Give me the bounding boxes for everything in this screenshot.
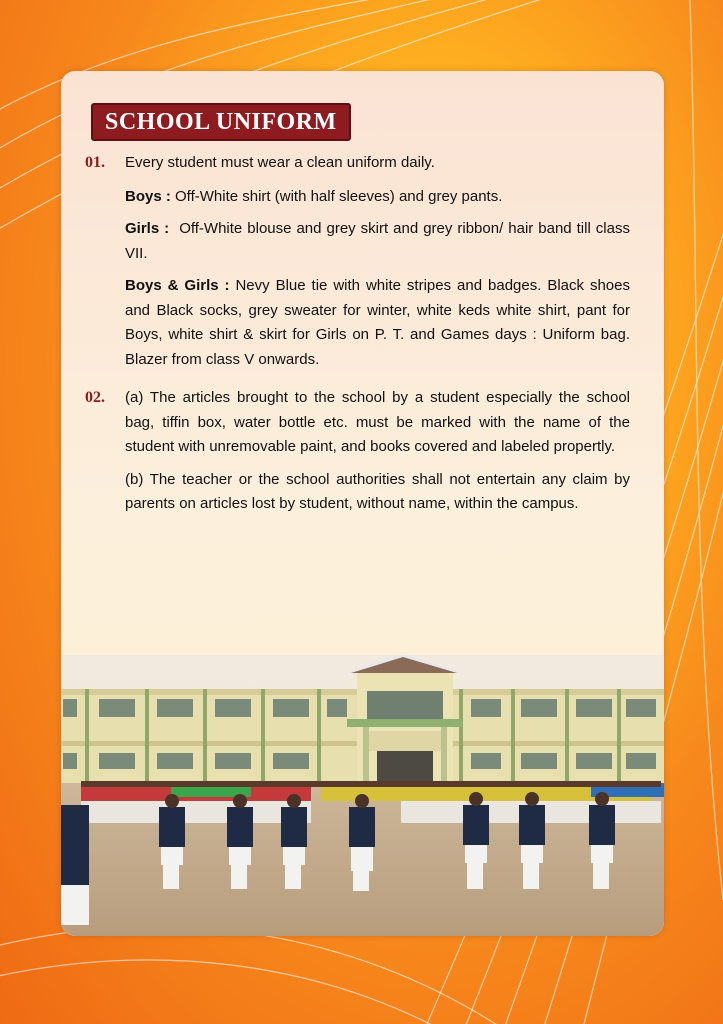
rule-item-01: [85, 151, 635, 380]
school-assembly-photo: [61, 655, 664, 936]
rule-part-a: (a) The articles brought to the school by a student especially the school bag, tiffin box, water bottle etc. must be marked with the name of the student with unremovable paint, and books covered and labeled propertly.: [125, 389, 630, 455]
girls-uniform: [125, 217, 635, 266]
boys-text: Off-White shirt (with half sleeves) and grey pants.: [170, 187, 503, 205]
boys-uniform: [125, 185, 630, 210]
girls-label: Girls :: [125, 220, 170, 237]
page-title: SCHOOL UNIFORM: [105, 108, 337, 135]
boys-girls-label: Boys & Girls :: [125, 277, 230, 294]
boys-girls-uniform: [125, 274, 630, 372]
content-panel: [61, 71, 664, 936]
boys-label: Boys :: [125, 187, 171, 205]
rule-intro: Every student must wear a clean uniform daily.: [125, 154, 435, 171]
boys-girls-text: Nevy Blue tie with white stripes and badges. Black shoes and Black socks, grey sweater for winter, white keds white shirt, pant for Boys, white shirt & skirt for Girls on P. T. and Games days : Uniform bag. Blazer from class V onwards.: [125, 277, 630, 368]
rule-number: 01.: [85, 154, 105, 171]
section-title-badge: [91, 103, 351, 141]
rule-number: 02.: [85, 389, 105, 406]
girls-text: Off-White blouse and grey skirt and grey ribbon/ hair band till class VII.: [125, 220, 635, 262]
rule-part-b: (b) The teacher or the school authorities shall not entertain any claim by parents on articles lost by student, without name, within the campus.: [125, 470, 630, 512]
rule-item-02: [85, 386, 630, 525]
rules-list: [85, 151, 635, 525]
